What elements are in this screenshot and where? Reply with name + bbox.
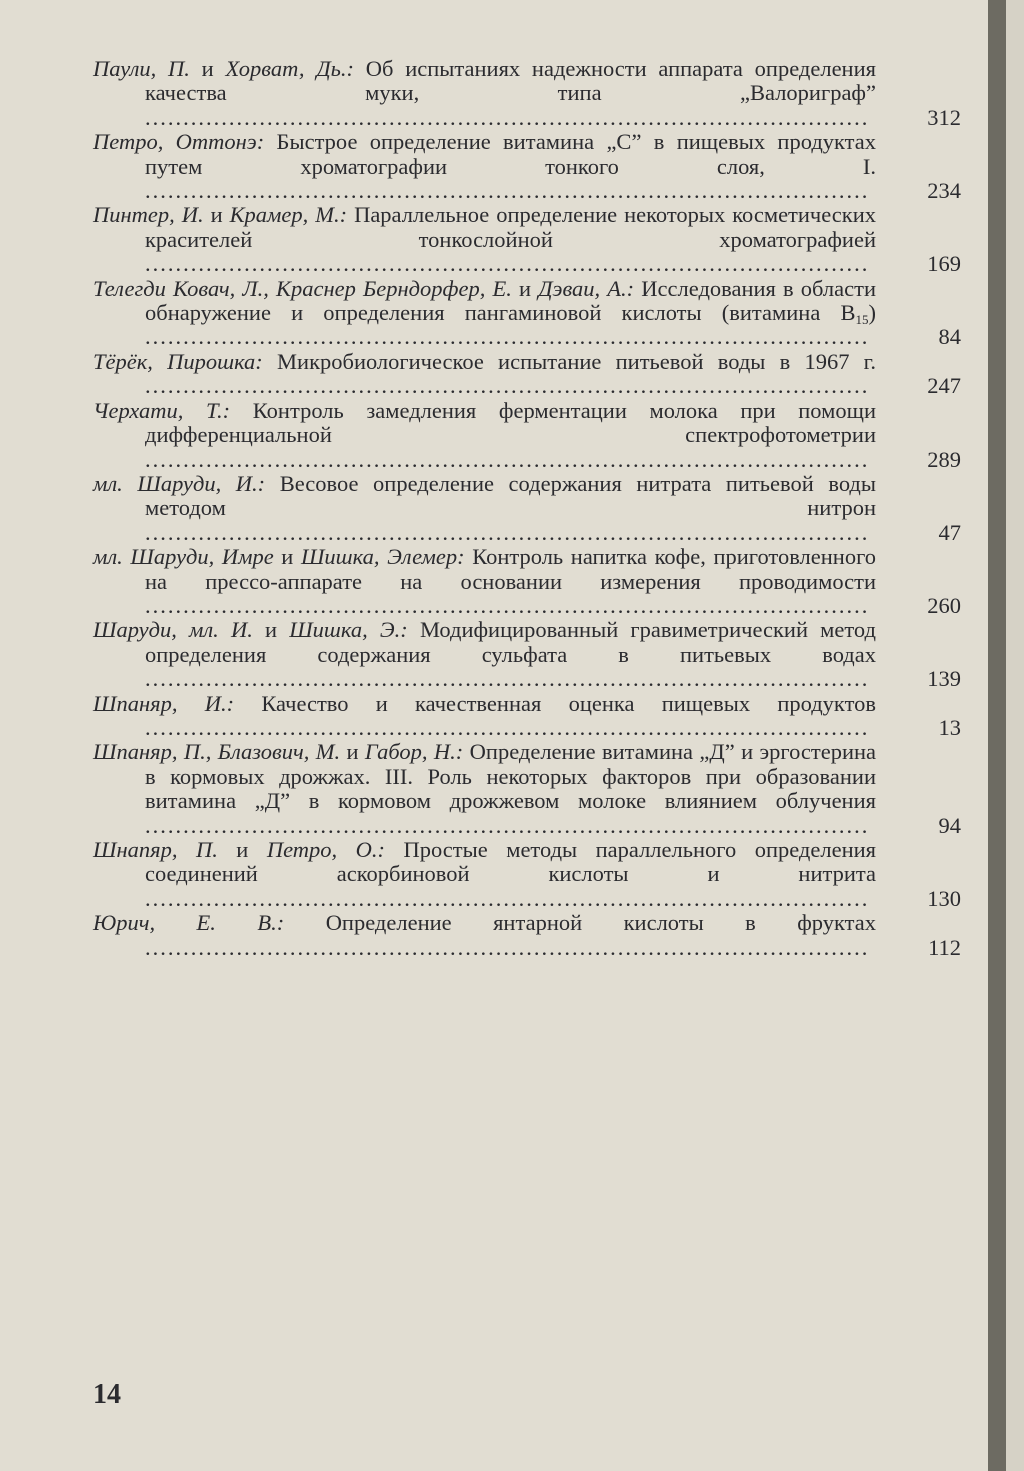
dot-leader: ............................................................................................... <box>145 104 870 130</box>
toc-entry <box>93 545 961 618</box>
entry-coauthor: Хорват, Дь.: <box>225 56 354 81</box>
table-of-contents <box>93 57 961 960</box>
entry-coauthor: Крамер, М.: <box>229 202 348 228</box>
entry-coauthor: Шишка, Элемер: <box>300 544 465 570</box>
entry-author: Шпаняр, П., Блазович, М. <box>93 739 341 765</box>
entry-page-number: 234 <box>927 178 961 204</box>
entry-coauthor: Дэваи, А.: <box>538 275 635 301</box>
dot-leader: ............................................................................................... <box>145 885 870 911</box>
dot-leader: ............................................................................................... <box>145 251 870 277</box>
entry-page-number: 289 <box>927 446 961 472</box>
dot-leader: ............................................................................................... <box>145 324 870 350</box>
entry-page-number: 47 <box>938 519 961 545</box>
dot-leader: ............................................................................................... <box>145 934 870 960</box>
toc-entry <box>93 130 961 203</box>
entry-title: Микробиологическое испытание питьевой воды в 1967 г. <box>262 348 876 374</box>
dot-leader: ............................................................................................... <box>145 666 870 692</box>
dot-leader: ............................................................................................... <box>145 714 870 740</box>
entry-title: Определение янтарной кислоты в фруктах <box>284 910 876 936</box>
entry-page-number: 139 <box>927 666 961 692</box>
entry-page-number: 130 <box>927 885 961 911</box>
page-number: 14 <box>93 1379 121 1410</box>
dot-leader: ............................................................................................... <box>145 519 870 545</box>
toc-entry <box>93 838 961 911</box>
entry-coauthor: Шишка, Э.: <box>289 617 408 643</box>
toc-entry <box>93 692 961 741</box>
entry-title: Модифицированный гравиметрический метод определения содержания сульфата в питьевых водах <box>145 617 876 667</box>
entry-author: Черхати, Т.: <box>93 397 231 423</box>
entry-author: Юрич, Е. В.: <box>93 910 285 936</box>
entry-page-number: 94 <box>938 812 961 838</box>
entry-page-number: 13 <box>938 714 961 740</box>
entry-title: Быстрое определение витамина „С” в пищевых продуктах путем хроматографии тонкого слоя, I. <box>145 129 876 179</box>
entry-conjunction: и <box>273 544 301 570</box>
entry-title: Об испытаниях надежности аппарата определения качества муки, типа „Валориграф” <box>145 56 876 106</box>
entry-title: Качество и качественная оценка пищевых продуктов <box>234 690 876 716</box>
toc-entry <box>93 350 961 399</box>
toc-entry <box>93 203 961 276</box>
toc-entry <box>93 911 961 960</box>
entry-page-number: 169 <box>927 251 961 277</box>
entry-page-number: 84 <box>938 324 961 350</box>
entry-title: Контроль замедления ферментации молока при помощи дифференциальной спектрофотометрии <box>145 397 876 448</box>
toc-entry <box>93 399 961 472</box>
dot-leader: ............................................................................................... <box>145 592 870 618</box>
dot-leader: ............................................................................................... <box>145 812 870 838</box>
entry-conjunction: и <box>217 837 267 862</box>
toc-entry <box>93 740 961 838</box>
toc-entry <box>93 57 961 130</box>
entry-title: Параллельное определение некоторых косметических красителей тонкослойной хроматографией <box>145 202 877 252</box>
entry-author: Пинтер, И. <box>93 202 204 228</box>
entry-page-number: 312 <box>927 104 961 130</box>
toc-entry <box>93 277 961 350</box>
entry-conjunction: и <box>340 739 365 765</box>
entry-page-number: 112 <box>928 934 961 960</box>
entry-conjunction: и <box>252 617 290 643</box>
entry-page-number: 260 <box>927 592 961 618</box>
entry-author: мл. Шаруди, И.: <box>93 470 266 496</box>
entry-coauthor: Петро, О.: <box>266 837 386 862</box>
entry-author: мл. Шаруди, Имре <box>93 544 274 570</box>
entry-conjunction: и <box>189 56 226 81</box>
entry-author: Шнапяр, П. <box>93 837 218 862</box>
toc-entry <box>93 618 961 691</box>
entry-title-end: ) <box>868 300 876 326</box>
entry-title: Простые методы параллельного определения соединений аскорбиновой кислоты и нитрита <box>145 837 877 887</box>
page-edge-shadow <box>988 0 1006 1471</box>
entry-conjunction: и <box>511 275 539 301</box>
dot-leader: ............................................................................................... <box>145 446 870 472</box>
entry-title: Исследования в области обнаружение и определения пангаминовой кислоты (витамина B <box>145 275 876 326</box>
entry-title: Весовое определение содержания нитрата питьевой воды методом нитрон <box>145 470 876 521</box>
entry-author: Шаруди, мл. И. <box>93 617 253 643</box>
dot-leader: ............................................................................................... <box>145 178 870 204</box>
entry-title: Контроль напитка кофе, приготовленного на прессо-аппарате на основании измерения проводимости <box>145 544 876 594</box>
entry-author: Тёрёк, Пирошка: <box>93 348 263 374</box>
toc-entry <box>93 472 961 545</box>
entry-author: Телегди Ковач, Л., Краснер Берндорфер, Е. <box>93 275 512 301</box>
entry-page-number: 247 <box>927 373 961 399</box>
entry-conjunction: и <box>203 202 230 228</box>
dot-leader: ............................................................................................... <box>145 373 870 399</box>
entry-author: Шпаняр, И.: <box>93 690 235 716</box>
entry-coauthor: Габор, Н.: <box>364 739 464 765</box>
entry-author: Паули, П. <box>93 56 190 81</box>
entry-title: Определение витамина „Д” и эргостерина в кормовых дрожжах. III. Роль некоторых факторов при образовании витамина „Д” в кормовом дрожжевом молоке влиянием облучения <box>145 739 877 814</box>
entry-author: Петро, Оттонэ: <box>93 129 265 155</box>
entry-subscript: 15 <box>855 312 869 328</box>
